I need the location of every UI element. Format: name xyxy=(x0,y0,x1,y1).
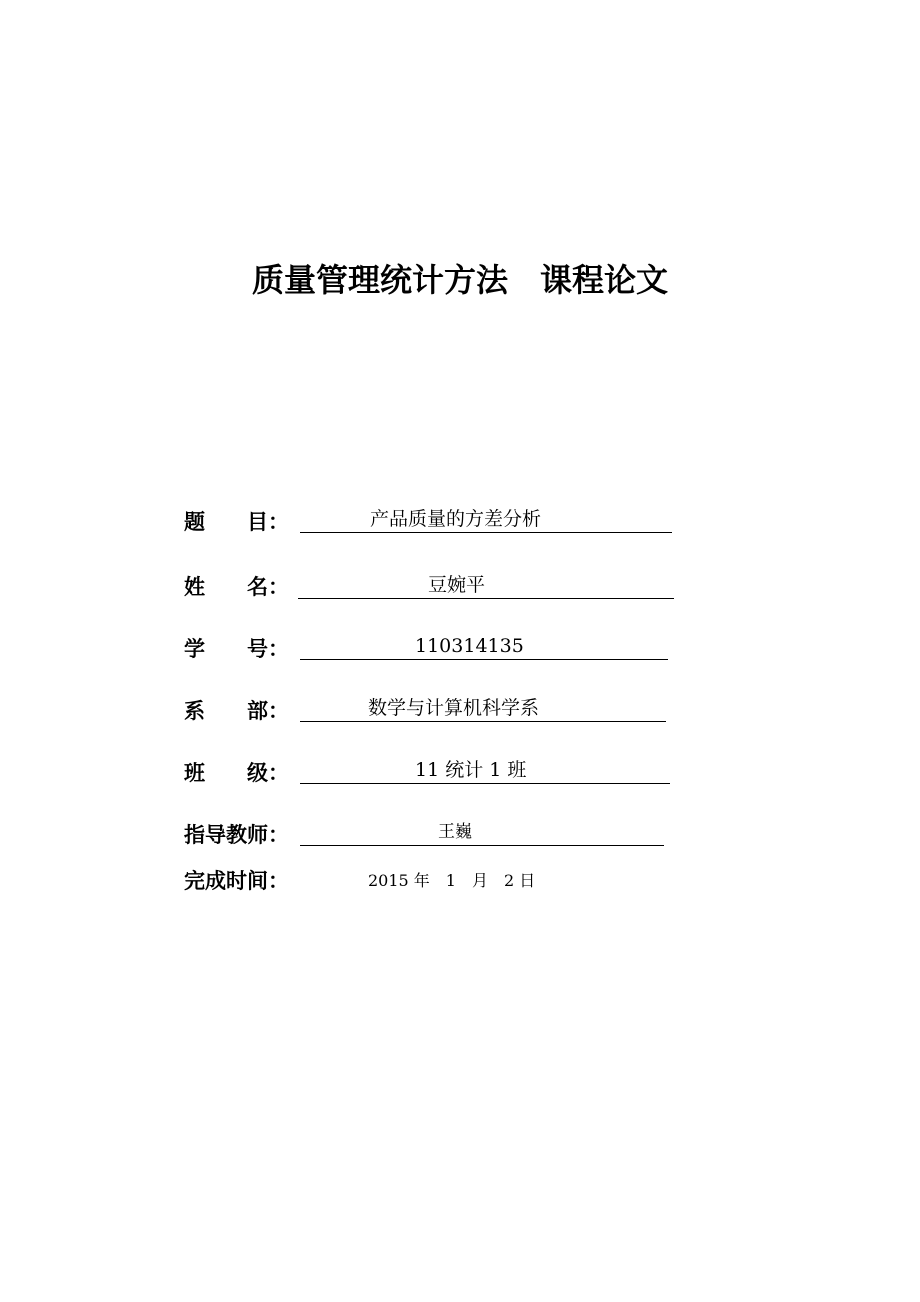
topic-label: 题 目： xyxy=(184,510,289,534)
class-label: 班 级： xyxy=(184,761,289,785)
student-id-value: 110314135 xyxy=(415,635,524,657)
topic-value: 产品质量的方差分析 xyxy=(370,508,542,530)
class-value: 11 统计 1 班 xyxy=(415,759,527,781)
department-field xyxy=(300,694,666,722)
page-title: 质量管理统计方法 课程论文 xyxy=(251,261,668,299)
topic-field xyxy=(300,505,672,533)
completion-date-value: 2015 年 1 月 2 日 xyxy=(368,871,536,890)
name-value: 豆婉平 xyxy=(428,574,486,596)
completion-date-label: 完成时间： xyxy=(184,869,289,893)
student-id-label: 学 号： xyxy=(184,637,289,661)
class-field xyxy=(300,756,670,784)
name-label: 姓 名： xyxy=(184,575,289,599)
department-value: 数学与计算机科学系 xyxy=(368,697,540,719)
advisor-field xyxy=(300,818,664,846)
name-field xyxy=(298,571,674,599)
student-id-field xyxy=(300,632,668,660)
department-label: 系 部： xyxy=(184,699,289,723)
advisor-value: 王巍 xyxy=(438,822,472,842)
advisor-label: 指导教师： xyxy=(184,823,289,847)
